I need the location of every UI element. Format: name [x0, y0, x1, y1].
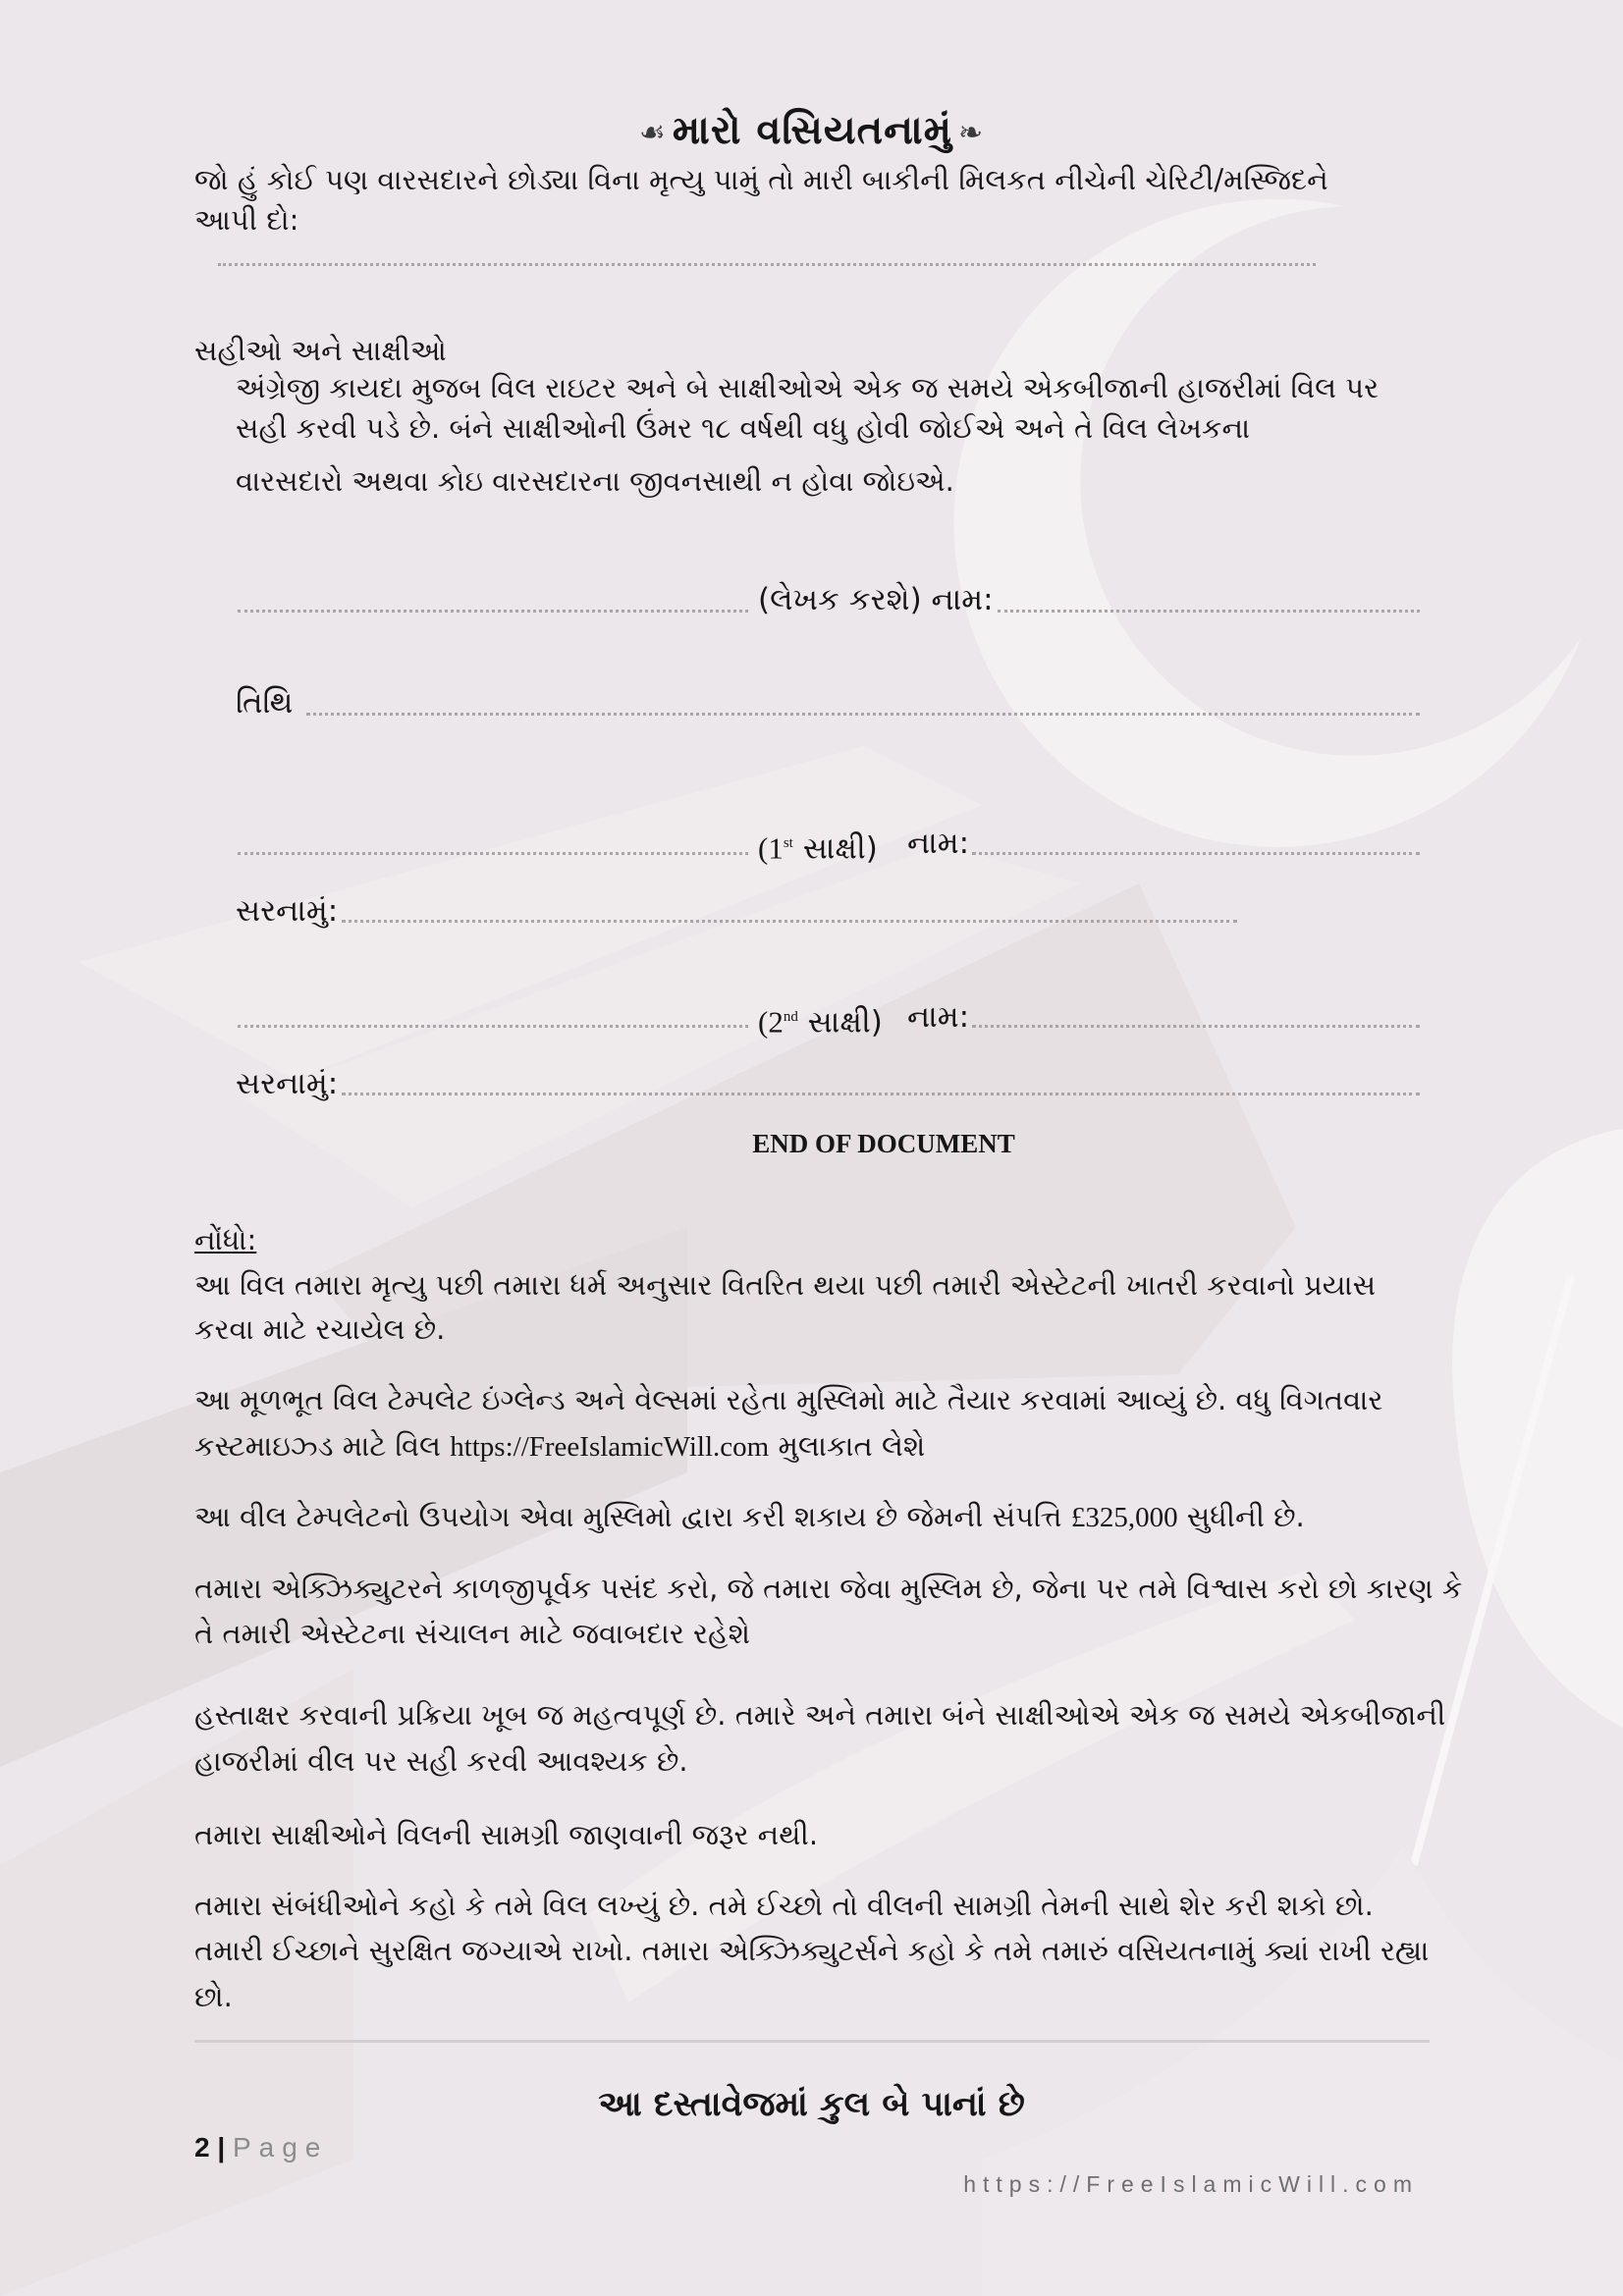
signatures-rule-line1: અંગ્રેજી કાયદા મુજબ વિલ રાઇટર અને બે સાક્ષીઓએ એક જ સમયે એકબીજાની હાજરીમાં વિલ પર	[236, 371, 1380, 404]
crescent-moon-icon	[954, 199, 1581, 847]
page-number: 2 | Page	[194, 2132, 329, 2163]
witness1-name-label: નામ:	[907, 826, 970, 861]
date-line[interactable]	[306, 713, 1420, 716]
title-text: મારો વસિયતનામું	[672, 108, 952, 153]
witness1-signature-line[interactable]	[238, 852, 748, 855]
witness2-address-label: સરનામું:	[236, 1066, 339, 1101]
notes-heading: નોંધો:	[194, 1223, 257, 1256]
writer-name-label: (લેખક કરશે) નામ:	[758, 582, 994, 617]
note2-line1: આ મૂળભૂત વિલ ટેમ્પલેટ ઇંગ્લેન્ડ અને વેલ્સમાં રહેતા મુસ્લિમો માટે તૈયાર કરવામાં આવ્યું છે. વધુ વિગતવાર	[194, 1383, 1383, 1416]
signatures-rule-line3: વારસદારો અથવા કોઇ વારસદારના જીવનસાથી ન હોવા જોઇએ.	[236, 464, 954, 498]
note5-line2: હાજરીમાં વીલ પર સહી કરવી આવશ્યક છે.	[194, 1744, 688, 1778]
witness1-address-label: સરનામું:	[236, 893, 339, 929]
footer-url[interactable]: https://FreeIslamicWill.com	[963, 2171, 1419, 2197]
witness2-name-label: નામ:	[907, 999, 970, 1035]
note4-line2: તે તમારી એસ્ટેટના સંચાલન માટે જવાબદાર રહેશે	[194, 1617, 751, 1650]
charity-intro-line2: આપી દો:	[194, 203, 299, 237]
signatures-heading: સહીઓ અને સાક્ષીઓ	[194, 334, 447, 367]
date-label: તિથિ	[236, 685, 294, 721]
website-link[interactable]: https://FreeIslamicWill.com	[450, 1431, 770, 1463]
writer-name-line[interactable]	[998, 610, 1420, 613]
signatures-rule-line2: સહી કરવી પડે છે. બંને સાક્ષીઓની ઉંમર ૧૮ વર્ષથી વધુ હોવી જોઈએ અને તે વિલ લેખકના	[236, 411, 1251, 445]
estate-limit-amount: £325,000	[1070, 1502, 1178, 1533]
witness2-address-line[interactable]	[342, 1093, 1420, 1095]
note1-line2: કરવા માટે રચાયેલ છે.	[194, 1312, 446, 1346]
witness2-label: (2nd સાક્ષી)	[758, 1004, 883, 1041]
left-ornament-icon: ☙	[638, 115, 667, 150]
writer-signature-line[interactable]	[238, 610, 748, 613]
witness2-signature-line[interactable]	[238, 1025, 748, 1028]
footer-divider	[194, 2040, 1430, 2043]
right-ornament-icon: ❧	[957, 115, 985, 150]
charity-intro-line1: જો હું કોઈ પણ વારસદારને છોડ્યા વિના મૃત્યુ પામું તો મારી બાકીની મિલકત નીચેની ચેરિટી/મસ્જિદને	[194, 163, 1328, 196]
note7-line3: છો.	[194, 1980, 233, 2013]
witness2-name-line[interactable]	[972, 1025, 1420, 1028]
note2-line2: કસ્ટમાઇઝ્ડ માટે વિલ https://FreeIslamicWill.com મુલાકાત લેશે	[194, 1429, 926, 1463]
end-of-document: END OF DOCUMENT	[752, 1129, 1015, 1158]
page-count-notice: આ દસ્તાવેજમાં કુલ બે પાનાં છે	[598, 2085, 1025, 2124]
note3: આ વીલ ટેમ્પલેટનો ઉપયોગ એવા મુસ્લિમો દ્વારા કરી શકાય છે જેમની સંપત્તિ £325,000 સુધીની છે.	[194, 1500, 1305, 1533]
document-title	[0, 108, 1623, 153]
note5-line1: હસ્તાક્ષર કરવાની પ્રક્રિયા ખૂબ જ મહત્વપૂર્ણ છે. તમારે અને તમારા બંને સાક્ષીઓએ એક જ સમયે એકબીજાની	[194, 1698, 1446, 1732]
note7-line1: તમારા સંબંધીઓને કહો કે તમે વિલ લખ્યું છે. તમે ઈચ્છો તો વીલની સામગ્રી તેમની સાથે શેર કરી શકો છો.	[194, 1889, 1374, 1922]
note1-line1: આ વિલ તમારા મૃત્યુ પછી તમારા ધર્મ અનુસાર વિતરિત થયા પછી તમારી એસ્ટેટની ખાતરી કરવાનો પ્રયાસ	[194, 1268, 1377, 1302]
witness1-label: (1st સાક્ષી)	[758, 830, 878, 867]
witness1-name-line[interactable]	[972, 852, 1420, 855]
note6: તમારા સાક્ષીઓને વિલની સામગ્રી જાણવાની જરૂર નથી.	[194, 1818, 819, 1851]
witness1-address-line[interactable]	[342, 920, 1237, 923]
note7-line2: તમારી ઈચ્છાને સુરક્ષિત જગ્યાએ રાખો. તમારા એક્ઝિક્યુટર્સને કહો કે તમે તમારું વસિયતનામું ક્યાં રાખી રહ્યા	[194, 1934, 1430, 1967]
charity-fill-line[interactable]	[218, 263, 1316, 266]
note4-line1: તમારા એક્ઝિક્યુટરને કાળજીપૂર્વક પસંદ કરો, જે તમારા જેવા મુસ્લિમ છે, જેના પર તમે વિશ્વાસ કરો છો કારણ કે	[194, 1572, 1463, 1605]
